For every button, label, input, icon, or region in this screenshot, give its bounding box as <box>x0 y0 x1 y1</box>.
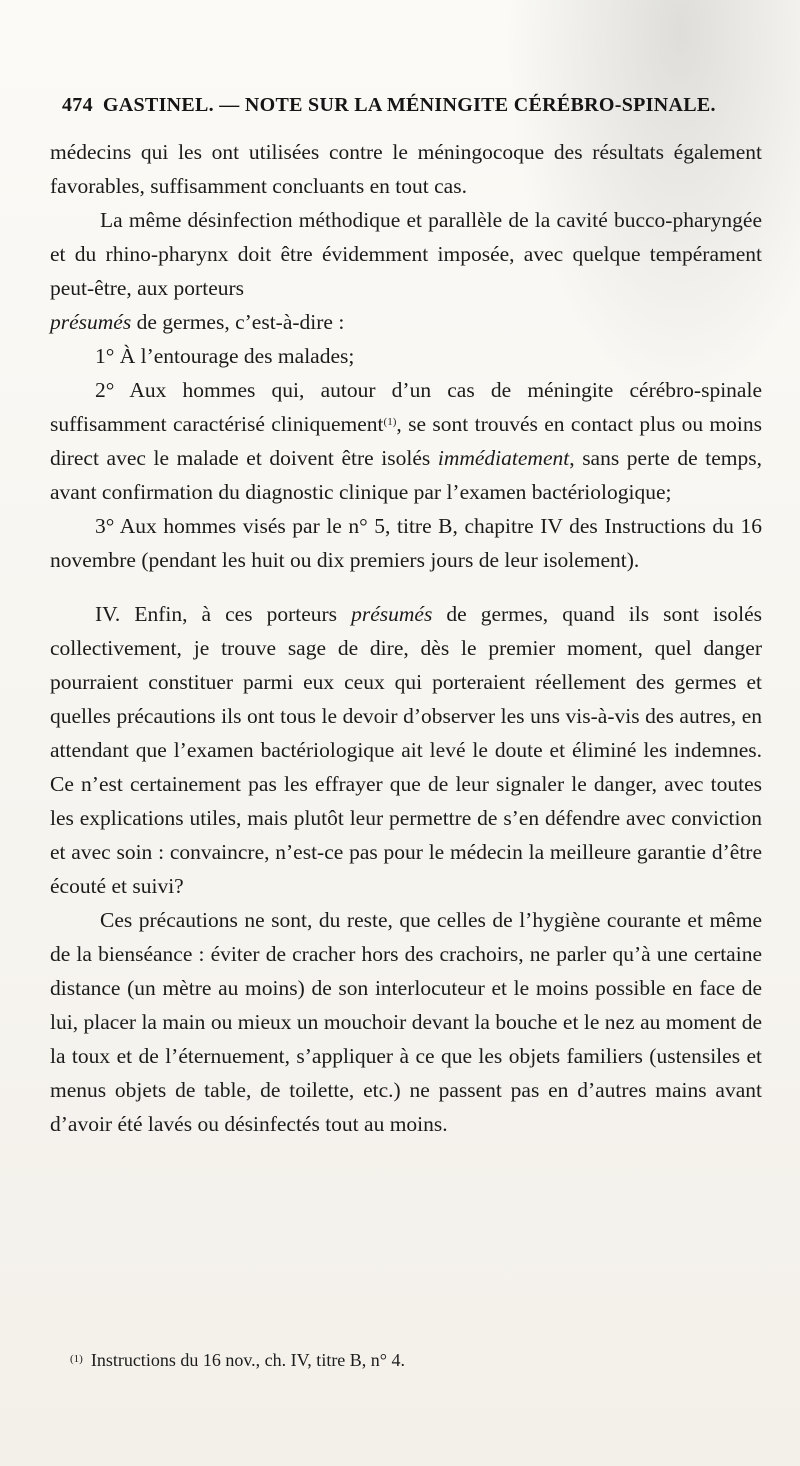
list-item-text: 2° Aux hommes qui, autour d’un cas de méningite cérébro-spinale suffisamment caractérisé cliniquement <box>50 378 762 436</box>
paragraph-precautions <box>50 903 762 1141</box>
paragraph-continuation <box>50 135 762 203</box>
emphasis-presumes: présumés <box>50 310 132 334</box>
list-item-text: , sans perte de temps, avant confirmation du diagnostic clinique par l’examen bactériologique; <box>50 446 762 504</box>
body-text <box>50 135 762 1141</box>
section-text: IV. Enfin, à ces porteurs <box>95 602 352 626</box>
paragraph-text-end: de germes, c’est-à-dire : <box>131 310 345 334</box>
section-iv <box>50 597 762 903</box>
paragraph-text: Ces précautions ne sont, du reste, que celles de l’hygiène courante et même de la bienséance : éviter de cracher hors des crachoirs, ne parler qu’à une certaine distance (un mètre au moins) de son interlocuteur et le moins possible en face de lui, placer la main ou mieux un mouchoir devant la bouche et le nez au moment de la toux et de l’éternuement, s’appliquer à ce que les objets familiers (ustensiles et menus objets de table, de toilette, etc.) ne passent pas en d’autres mains avant d’avoir été lavés ou désinfectés tout au moins. <box>50 908 762 1136</box>
paragraph-disinfection <box>50 203 762 339</box>
running-title: GASTINEL. — NOTE SUR LA MÉNINGITE CÉRÉBRO-SPINALE. <box>102 94 716 116</box>
emphasis-immediatement: immédiatement <box>437 446 570 470</box>
list-item-1 <box>50 339 762 373</box>
list-item-text: 1° À l’entourage des malades; <box>95 344 355 368</box>
page-number: 474 <box>62 94 93 116</box>
paragraph-text: médecins qui les ont utilisées contre le méningocoque des résultats également favorables, suffisamment concluants en tout cas. <box>50 140 762 198</box>
paragraph-text: La même désinfection méthodique et parallèle de la cavité bucco-pharyngée et du rhino-pharynx doit être évidemment imposée, avec quelque tempérament peut-être, aux porteurs <box>50 208 762 300</box>
list-item-2 <box>50 373 762 509</box>
section-text: de germes, quand ils sont isolés collectivement, je trouve sage de dire, dès le premier moment, quel danger pourraient constituer parmi eux ceux qui porteraient réellement des germes et quelles précautions ils ont tous le devoir d’observer les uns vis-à-vis des autres, en attendant que l’examen bactériologique ait levé le doute et éliminé les indemnes. Ce n’est certainement pas les effrayer que de leur signaler le danger, avec toutes les explications utiles, mais plutôt leur permettre de s’en défendre avec conviction et avec soin : convaincre, n’est-ce pas pour le médecin la meilleure garantie d’être écouté et suivi? <box>50 602 762 898</box>
list-item-text: 3° Aux hommes visés par le n° 5, titre B, chapitre IV des Instructions du 16 novembre (pendant les huit ou dix premiers jours de leur isolement). <box>50 514 762 572</box>
list-item-3 <box>50 509 762 577</box>
page-header <box>62 94 752 124</box>
footnote-reference: (1) <box>383 416 397 428</box>
footnote-marker: (1) <box>70 1353 83 1365</box>
footnote <box>70 1348 750 1372</box>
list-item-text: , se sont trouvés en contact plus ou moins direct avec le malade et doivent être isolés <box>50 412 762 470</box>
footnote-text: Instructions du 16 nov., ch. IV, titre B, n° 4. <box>90 1350 406 1370</box>
emphasis-presumes: présumés <box>351 602 433 626</box>
